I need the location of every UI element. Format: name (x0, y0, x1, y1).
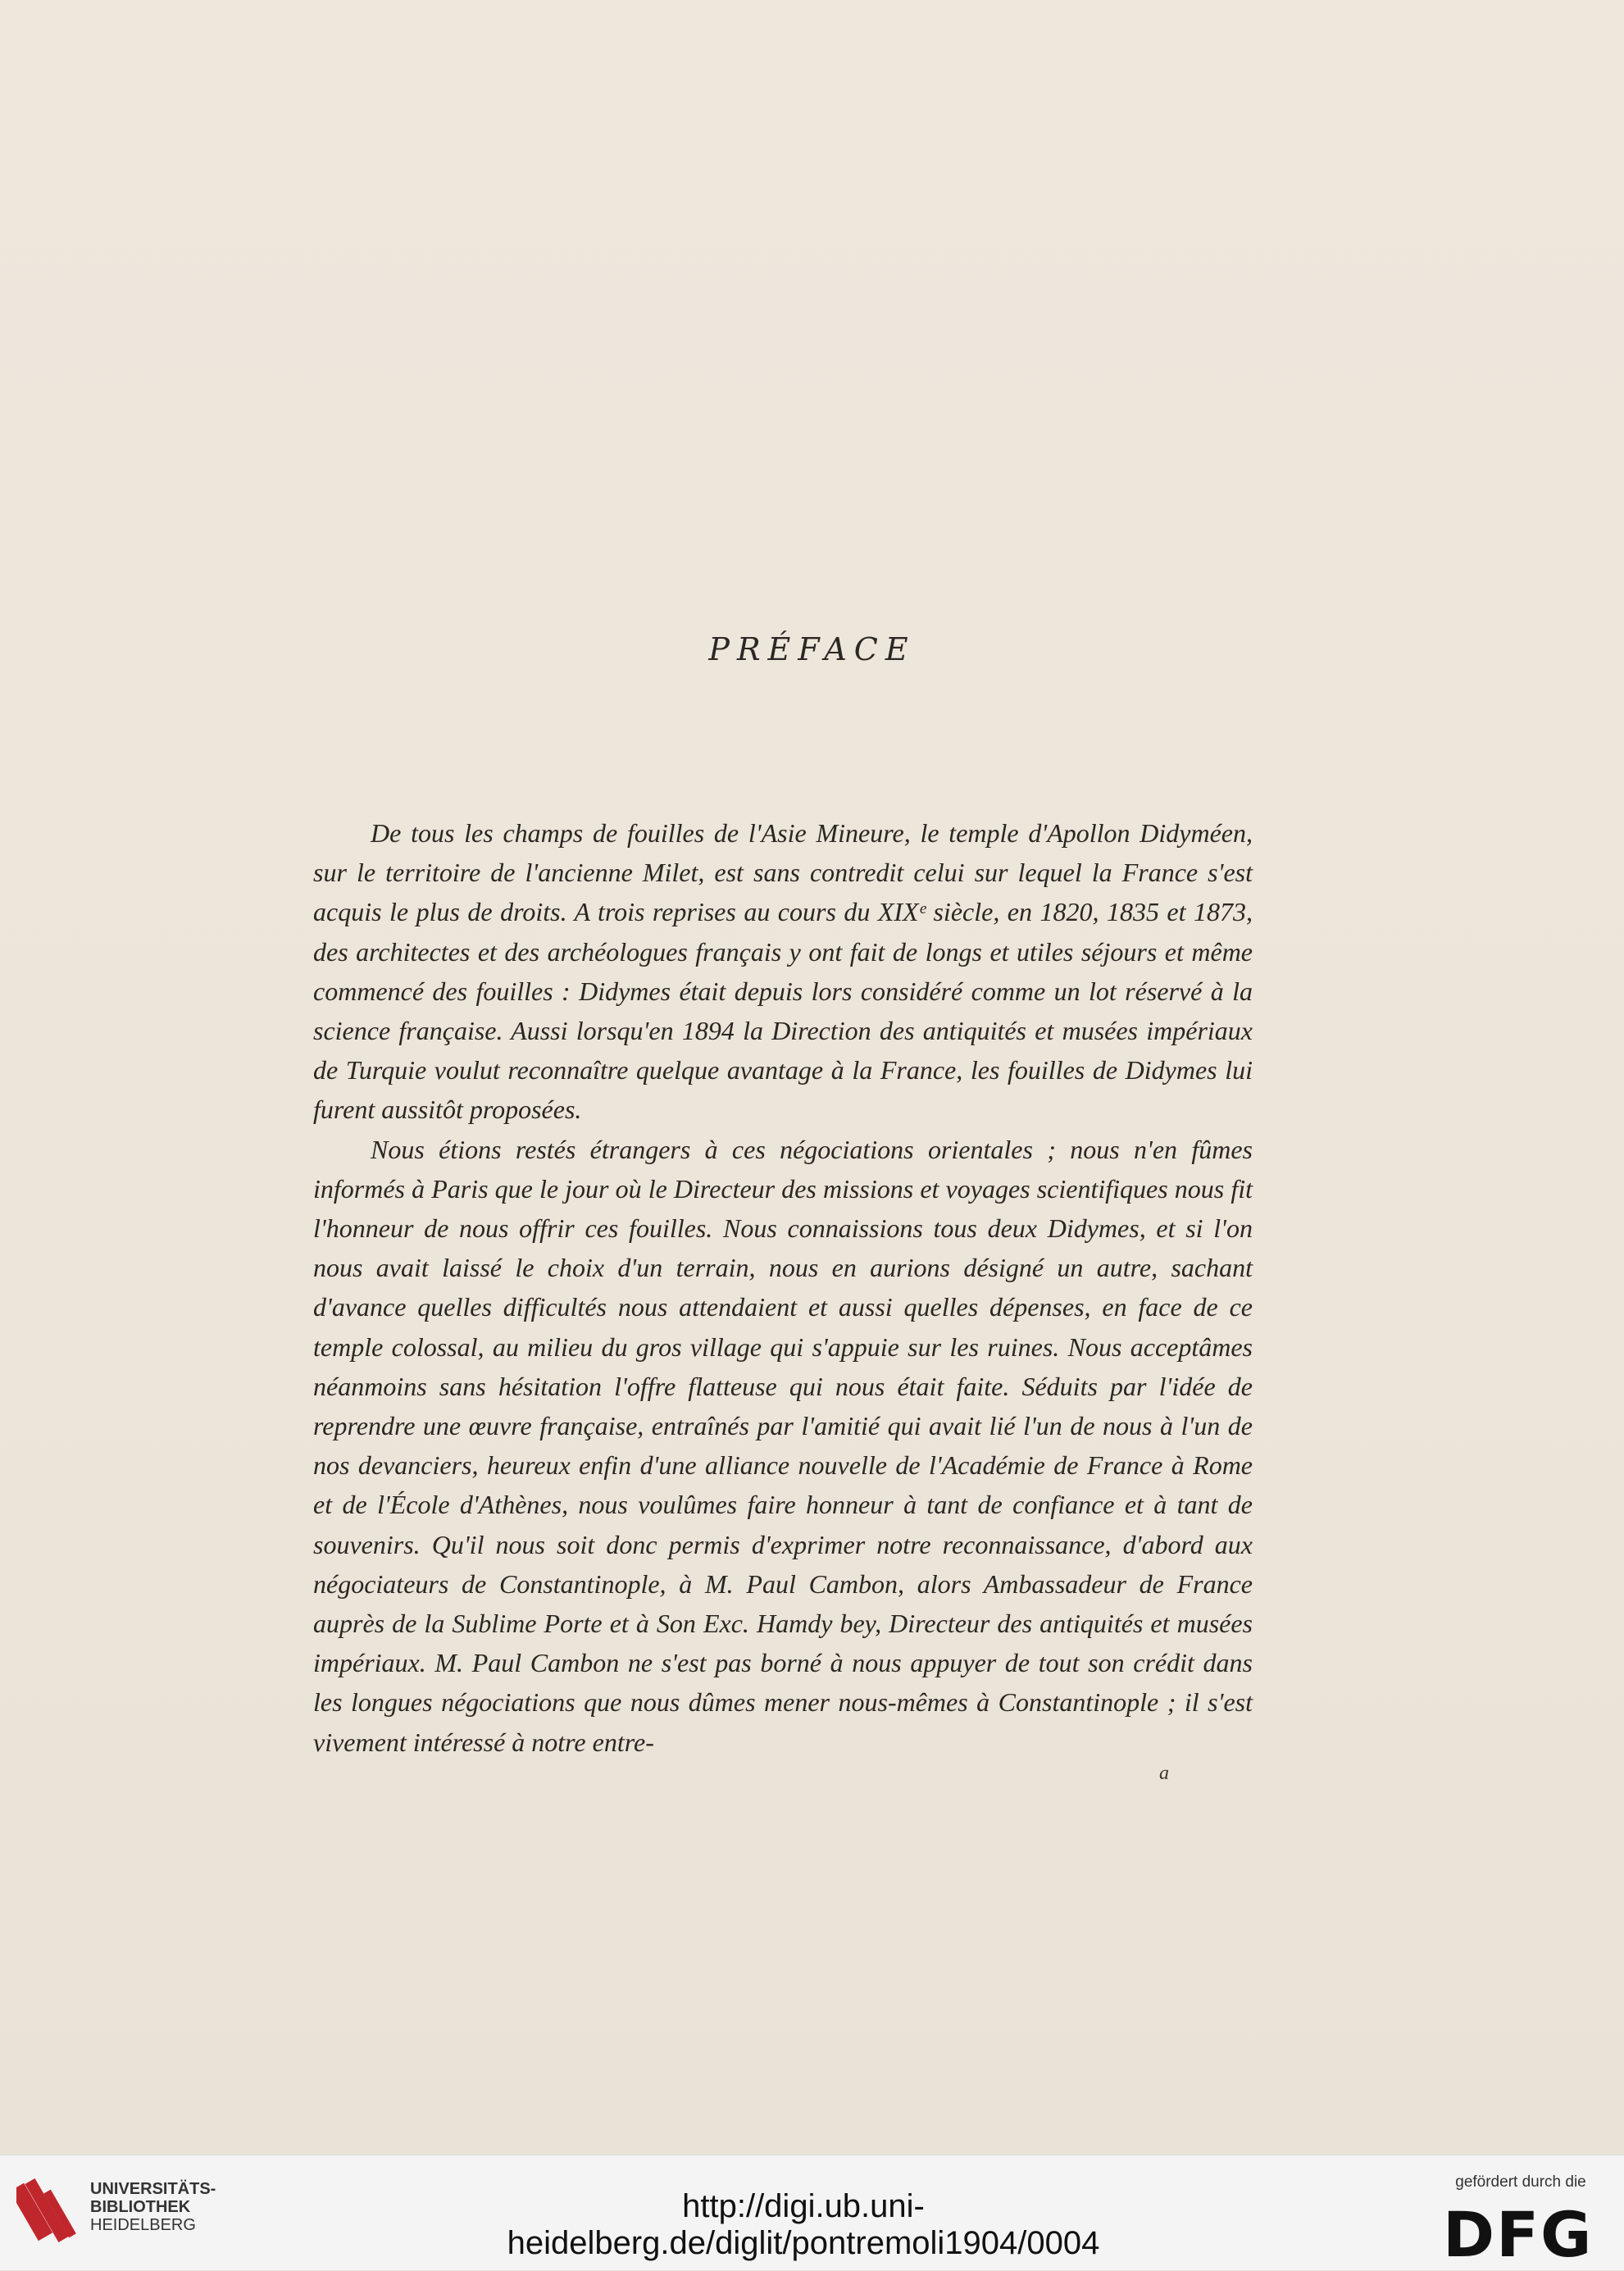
body-text (313, 813, 1253, 1762)
funding-caption: gefördert durch die (1455, 2173, 1586, 2191)
dfg-logo[interactable]: DFG (1443, 2198, 1594, 2271)
footer-bar (0, 2155, 1624, 2270)
paragraph-1: De tous les champs de fouilles de l'Asie Mineure, le temple d'Apollon Didyméen, sur le territoire de l'ancienne Milet, est sans contredit celui sur lequel la France s'est acquis le plus de droits. A trois reprises au cours du XIXᵉ siècle, en 1820, 1835 et 1873, des architectes et des archéologues français y ont fait de longs et utiles séjours et même commencé des fouilles : Didymes était depuis lors considéré comme un lot réservé à la science française. Aussi lorsqu'en 1894 la Direction des antiquités et musées impériaux de Turquie voulut reconnaître quelque avantage à la France, les fouilles de Didymes lui furent aussitôt proposées. (313, 818, 1253, 1125)
library-name-line-2: BIBLIOTHEK (90, 2198, 191, 2216)
library-name-line-1: UNIVERSITÄTS- (90, 2180, 216, 2198)
signature-mark: a (1159, 1763, 1169, 1784)
page-title: PRÉFACE (708, 631, 916, 667)
library-name-line-3: HEIDELBERG (90, 2216, 196, 2234)
document-url-link[interactable]: http://digi.ub.uni-heidelberg.de/diglit/pontremoli1904/0004 (507, 2188, 1100, 2261)
university-library-logo-icon[interactable] (16, 2170, 82, 2252)
library-name[interactable] (90, 2180, 216, 2234)
paragraph-2: Nous étions restés étrangers à ces négociations orientales ; nous n'en fûmes informés à Paris que le jour où le Directeur des missions et voyages scientifiques nous fit l'honneur de nous offrir ces fouilles. Nous connaissions tous deux Didymes, et si l'on nous avait laissé le choix d'un terrain, nous en aurions désigné un autre, sachant d'avance quelles difficultés nous attendaient et aussi quelles dépenses, en face de ce temple colossal, au milieu du gros village qui s'appuie sur les ruines. Nous acceptâmes néanmoins sans hésitation l'offre flatteuse qui nous était faite. Séduits par l'idée de reprendre une œuvre française, entraînés par l'amitié qui avait lié l'un de nous à l'un de nos devanciers, heureux enfin d'une alliance nouvelle de l'Académie de France à Rome et de l'École d'Athènes, nous voulûmes faire honneur à tant de confiance et à tant de souvenirs. Qu'il nous soit donc permis d'exprimer notre reconnaissance, d'abord aux négociateurs de Constantinople, à M. Paul Cambon, alors Ambassadeur de France auprès de la Sublime Porte et à Son Exc. Hamdy bey, Directeur des antiquités et musées impériaux. M. Paul Cambon ne s'est pas borné à nous appuyer de tout son crédit dans les longues négociations que nous dûmes mener nous-mêmes à Constantinople ; il s'est vivement intéressé à notre entre- (313, 1134, 1253, 1757)
